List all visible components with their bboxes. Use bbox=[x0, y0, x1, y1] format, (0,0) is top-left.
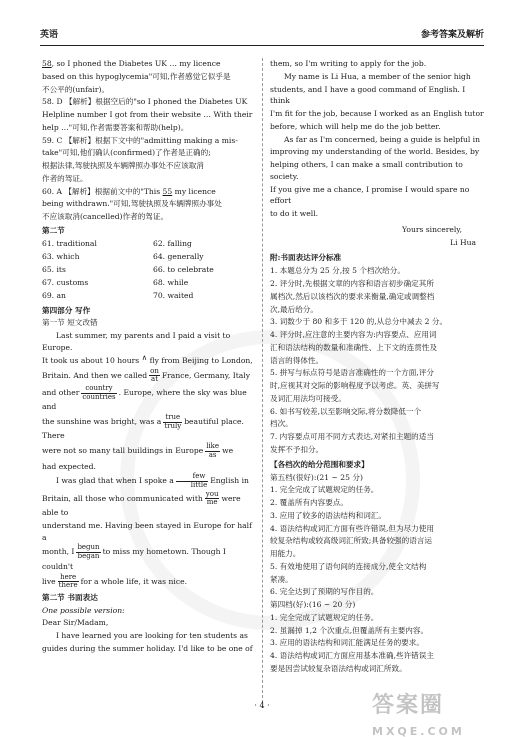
text-line: being withdrawn."可知,驾驶执照及车辆牌照办事处 bbox=[42, 199, 222, 209]
correction: $\frac{\text{like}}{as}$ bbox=[206, 442, 220, 459]
level-line: 3. 应用了较多的语法结构和词汇。 bbox=[270, 510, 386, 520]
level-line: 较复杂结构或较高级词汇所致;具备较强的语言运 bbox=[270, 536, 433, 546]
essay-line: live $\frac{\text{here}}{\text{there}}$ for a whole life, it was nice. bbox=[42, 572, 187, 590]
answer-item: 65. its bbox=[42, 264, 66, 274]
level-line: 4. 语法结构或词汇方面有些许错误,但为尽力使用 bbox=[270, 523, 434, 533]
answer-item: 61. traditional bbox=[42, 238, 97, 248]
text-line: 不公平的(unfair)。 bbox=[42, 84, 110, 94]
section-heading: 第二节 bbox=[42, 225, 65, 235]
version-label: One possible version: bbox=[42, 605, 125, 615]
essay-line: It took us about 10 hours ∧ fly from Beijing to London, bbox=[42, 352, 253, 365]
text-line: 作者的驾证。 bbox=[42, 173, 88, 183]
answer-item: 64. generally bbox=[153, 251, 204, 261]
rubric-line: 4. 评分时,应注意的主要内容为:内容要点、应用词 bbox=[270, 330, 437, 340]
answer-item: 68. while bbox=[153, 277, 189, 287]
level-line: 紧凑。 bbox=[270, 574, 293, 584]
answer-item: 67. customs bbox=[42, 277, 89, 287]
text-line: based on this hypoglycemia"可知,作者感觉它似乎是 bbox=[42, 71, 231, 81]
level-line: 6. 完全达到了预期的写作目的。 bbox=[270, 587, 379, 597]
letter-line: helping others, I can make a small contribution to society. bbox=[270, 160, 463, 181]
answer-59: 59. C 【解析】根据下文中的"admitting making a mis- bbox=[42, 135, 238, 145]
letter-line: students, and I have a good command of English. I think bbox=[270, 84, 466, 106]
rubric-line: 时,应视其对交际的影响程度予以考虑。英、美拼写 bbox=[270, 381, 440, 391]
essay-line: had expected. bbox=[42, 461, 96, 471]
essay-line: were not so many tall buildings in Europe $\frac{\text{like}}{as}$ we bbox=[42, 442, 234, 459]
text-line: 根据法律,驾驶执照及车辆牌照办事处不应该取消 bbox=[42, 161, 204, 171]
rubric-line: 及词汇用法均可接受。 bbox=[270, 393, 346, 403]
left-column bbox=[42, 58, 256, 656]
essay-line: Last summer, my parents and I paid a visit to Europe. bbox=[42, 331, 231, 353]
subject-title: 英语 bbox=[40, 30, 59, 41]
letter-line: to do it well. bbox=[270, 209, 319, 219]
rubric-line: 属档次,然后以该档次的要求来衡量,确定或调整档 bbox=[270, 291, 435, 301]
levels-heading: 【各档次的给分范围和要求】 bbox=[270, 459, 369, 469]
section-title: 参考答案及解析 bbox=[420, 30, 484, 41]
page-header bbox=[40, 30, 484, 46]
text-line: 58, so I phoned the Diabetes UK … my licence bbox=[42, 59, 221, 68]
level-line: 用能力。 bbox=[270, 549, 301, 559]
level-title: 第五档(很好):(21 ~ 25 分) bbox=[270, 472, 363, 482]
rubric-line: 汇和语法结构的数量和准确性、上下文的连贯性及 bbox=[270, 342, 438, 352]
text-line: help …"可知,作者需要答案和帮助(help)。 bbox=[42, 122, 189, 132]
level-line: 2. 覆盖所有内容要点。 bbox=[270, 498, 349, 508]
correction: $\frac{\text{few}}{\text{little}}$ bbox=[176, 473, 209, 489]
level-line: 3. 应用的语法结构和词汇能满足任务的要求。 bbox=[270, 638, 424, 648]
text-line: 不应该取消(cancelled)作者的驾证。 bbox=[42, 212, 169, 222]
section-heading: 第二节 书面表达 bbox=[42, 592, 98, 602]
watermark-url: MXQE.COM bbox=[372, 725, 465, 737]
rubric-line: 7. 内容要点可用不同方式表达,对紧扣主题的适当 bbox=[270, 432, 434, 442]
text-line: take"可知,他们确认(confirmed)了作者是正确的; bbox=[42, 148, 211, 158]
letter-line: I have learned you are looking for ten students as bbox=[56, 631, 248, 641]
level-line: 1. 完全完成了试题规定的任务。 bbox=[270, 612, 379, 622]
letter-line: improving my understanding of the world. Besides, by bbox=[270, 147, 480, 157]
correction: $\frac{\text{begun}}{\text{began}}$ bbox=[77, 543, 100, 561]
level-title: 第四档(好):(16 ~ 20 分) bbox=[270, 600, 356, 610]
section-heading: 第一节 短文改错 bbox=[42, 318, 98, 328]
answer-grid bbox=[42, 238, 256, 303]
column-divider bbox=[262, 58, 263, 708]
level-line: 1. 完全完成了试题规定的任务。 bbox=[270, 485, 379, 495]
rubric-line: 1. 本题总分为 25 分,按 5 个档次给分。 bbox=[270, 266, 405, 276]
correction: $\frac{\text{country}}{\text{countries}}$ bbox=[82, 383, 116, 401]
essay-line: the sunshine was bright, was a $\frac{\text{true}}{\text{truly}}$ beautiful place. There bbox=[42, 413, 244, 441]
essay-line: understand me. Having been stayed in Europe for half a bbox=[42, 520, 252, 542]
correction: $\frac{\text{true}}{\text{truly}}$ bbox=[164, 413, 182, 430]
rubric-line: 档次。 bbox=[270, 419, 293, 429]
closing: Yours sincerely, bbox=[402, 224, 462, 234]
correction: $\frac{on}{at}$ bbox=[150, 366, 159, 384]
answer-item: 62. falling bbox=[153, 238, 192, 248]
watermark-text: 答案圈 bbox=[372, 693, 445, 718]
rubric-line: 3. 词数少于 80 和多于 120 的,从总分中减去 2 分。 bbox=[270, 317, 448, 327]
letter-line: them, so I'm writing to apply for the job. bbox=[270, 59, 427, 68]
correction: $\frac{\text{you}}{me}$ bbox=[205, 489, 219, 507]
rubric-line: 次,最后给分。 bbox=[270, 304, 318, 314]
signature: Li Hua bbox=[450, 237, 476, 247]
letter-line: My name is Li Hua, a member of the senior high bbox=[284, 71, 471, 81]
essay-line: Britain. And then we called $\frac{on}{at}$ France, Germany, Italy bbox=[42, 366, 250, 384]
rubric-line: 语言的得体性。 bbox=[270, 355, 324, 365]
page-number: · 4 · bbox=[254, 701, 270, 710]
watermark-logo bbox=[372, 689, 502, 737]
essay-line: I was glad that when I spoke a $\frac{\text{few}}{\text{little}}$ English in bbox=[56, 472, 249, 490]
correction: $\frac{\text{here}}{\text{there}}$ bbox=[58, 572, 78, 590]
answer-item: 63. which bbox=[42, 251, 80, 261]
essay-line: and other $\frac{\text{country}}{\text{countries}}$ . Europe, where the sky was blue and bbox=[42, 383, 247, 412]
answer-58: 58. D 【解析】根据空后的"so I phoned the Diabetes UK bbox=[42, 97, 248, 107]
rubric-line: 6. 如书写较差,以至影响交际,将分数降低一个 bbox=[270, 406, 422, 416]
level-line: 5. 有效地使用了语句间的连接成分,使全文结构 bbox=[270, 561, 427, 571]
essay-line: Britain, all those who communicated with $\frac{\text{you}}{me}$ were able to bbox=[42, 489, 241, 518]
answer-item: 69. an bbox=[42, 290, 66, 300]
level-line: 要是因尝试较复杂语法结构或词汇所致。 bbox=[270, 663, 407, 673]
essay-line: month, I $\frac{\text{begun}}{\text{began}}$ to miss my hometown. Though I couldn't bbox=[42, 543, 226, 571]
rubric-line: 5. 拼写与标点符号是语言准确性的一个方面,评分 bbox=[270, 368, 434, 378]
rubric-line: 发挥不予扣分。 bbox=[270, 444, 324, 454]
right-column bbox=[270, 58, 484, 676]
level-line: 4. 语法结构或词汇方面应用基本准确,些许错误主 bbox=[270, 651, 434, 661]
text-line: Helpline number I got from their website … With their bbox=[42, 110, 253, 120]
letter-line: guides during the summer holiday. I'd like to be one of bbox=[42, 643, 253, 653]
part-heading: 第四部分 写作 bbox=[42, 305, 91, 315]
answer-60: 60. A 【解析】根据前文中的"This 55 my licence bbox=[42, 186, 216, 196]
salutation: Dear Sir/Madam, bbox=[42, 618, 109, 628]
letter-line: I'm fit for the job, because I worked as an English tutor bbox=[270, 109, 484, 119]
level-line: 2. 虽漏掉 1,2 个次重点,但覆盖所有主要内容。 bbox=[270, 625, 429, 635]
answer-item: 70. waited bbox=[153, 290, 194, 300]
answer-item: 66. to celebrate bbox=[153, 264, 214, 274]
letter-line: before, which will help me do the job better. bbox=[270, 121, 441, 131]
letter-line: If you give me a chance, I promise I would spare no effort bbox=[270, 184, 470, 206]
rubric-line: 2. 评分时,先根据文章的内容和语言初步确定其所 bbox=[270, 279, 434, 289]
rubric-heading: 附:书面表达评分标准 bbox=[270, 253, 342, 263]
letter-line: As far as I'm concerned, being a guide is helpful in bbox=[284, 134, 480, 144]
